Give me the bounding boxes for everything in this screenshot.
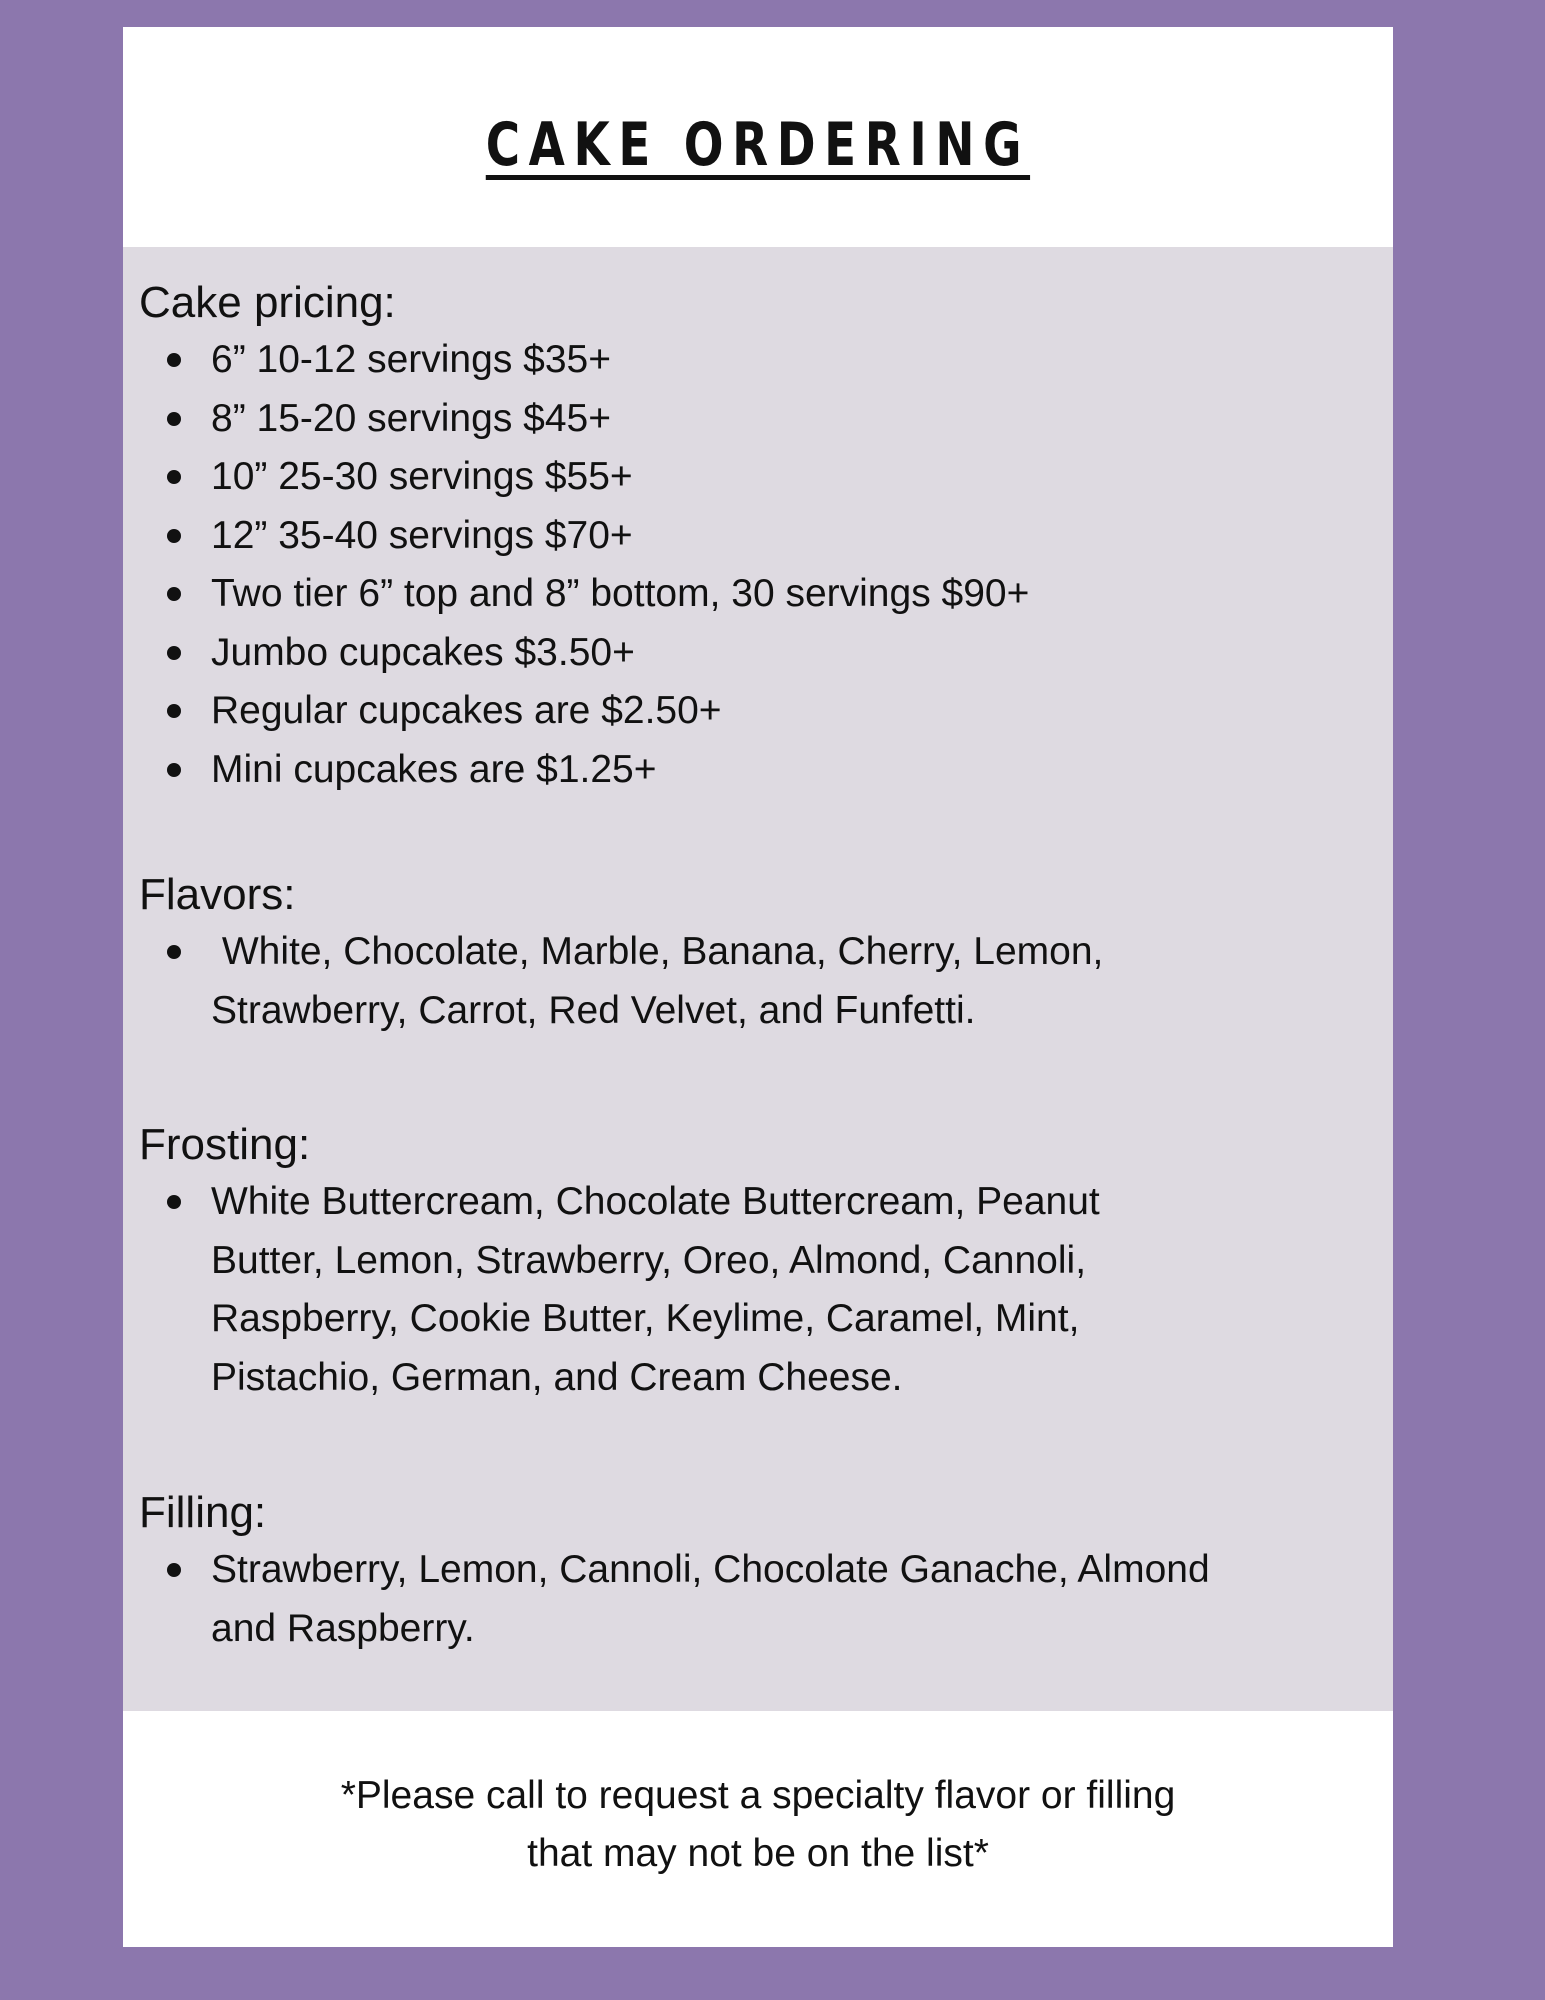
bullet-icon [167, 529, 181, 543]
bullet-icon [167, 353, 181, 367]
header [123, 27, 1393, 247]
flavors-heading: Flavors: [139, 870, 296, 919]
frosting-heading: Frosting: [139, 1120, 311, 1169]
filling-item: Strawberry, Lemon, Cannoli, Chocolate Ganache, Almond and Raspberry. [139, 1541, 1369, 1658]
bullet-icon [167, 763, 181, 777]
page-title: CAKE ORDERING [485, 110, 1031, 180]
pricing-heading: Cake pricing: [139, 278, 396, 327]
filling-list [139, 1541, 1369, 1658]
pricing-item: Mini cupcakes are $1.25+ [139, 741, 1369, 800]
frosting-list [139, 1173, 1369, 1407]
pricing-item: 10” 25-30 servings $55+ [139, 448, 1369, 507]
pricing-list [139, 331, 1369, 799]
flavors-item: White, Chocolate, Marble, Banana, Cherry, Lemon, Strawberry, Carrot, Red Velvet, and Funfetti. [139, 923, 1369, 1040]
pricing-item: Jumbo cupcakes $3.50+ [139, 624, 1369, 683]
bullet-icon [167, 646, 181, 660]
pricing-item: 8” 15-20 servings $45+ [139, 390, 1369, 449]
bullet-icon [167, 470, 181, 484]
order-card [123, 27, 1393, 1947]
frosting-section [139, 1117, 1369, 1407]
bullet-icon [167, 1563, 181, 1577]
filling-heading: Filling: [139, 1488, 267, 1537]
pricing-item: Regular cupcakes are $2.50+ [139, 682, 1369, 741]
bullet-icon [167, 587, 181, 601]
specialty-note: *Please call to request a specialty flavor or filling that may not be on the list* [340, 1774, 1176, 1875]
bullet-icon [167, 945, 181, 959]
bullet-icon [167, 412, 181, 426]
pricing-item: Two tier 6” top and 8” bottom, 30 servings $90+ [139, 565, 1369, 624]
pricing-item: 12” 35-40 servings $70+ [139, 507, 1369, 566]
flavors-list [139, 923, 1369, 1040]
menu-panel [123, 247, 1393, 1711]
pricing-section [139, 275, 1369, 799]
frosting-item: White Buttercream, Chocolate Buttercream, Peanut Butter, Lemon, Strawberry, Oreo, Almond, Cannoli, Raspberry, Cookie Butter, Keylime, Caramel, Mint, Pistachio, German, and Cream Cheese. [139, 1173, 1369, 1407]
filling-section [139, 1485, 1369, 1658]
flavors-section [139, 867, 1369, 1040]
footer [123, 1711, 1393, 1947]
bullet-icon [167, 704, 181, 718]
pricing-item: 6” 10-12 servings $35+ [139, 331, 1369, 390]
bullet-icon [167, 1195, 181, 1209]
